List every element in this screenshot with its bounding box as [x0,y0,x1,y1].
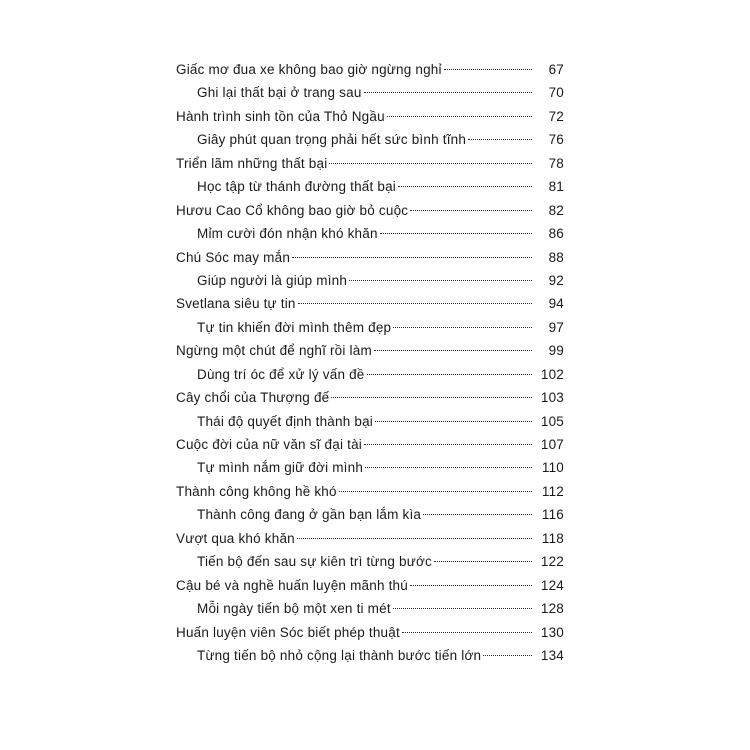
toc-entry-title: Vượt qua khó khăn [176,530,295,546]
toc-chapter-entry [0,199,750,222]
toc-entry-page-number: 103 [540,390,564,406]
toc-entry-title: Thành công không hề khó [176,483,337,499]
toc-chapter-entry [0,480,750,503]
toc-subsection-entry [0,363,750,386]
toc-entry-page-number: 107 [540,437,564,452]
toc-entry-page-number: 78 [548,155,564,171]
dot-leader [410,585,532,586]
toc-subsection-entry [0,550,750,573]
toc-subsection-entry [0,316,750,339]
toc-entry-title: Từng tiến bộ nhỏ cộng lại thành bước tiến lớn [197,647,482,663]
dot-leader [393,327,532,328]
toc-entry-page-number: 112 [541,483,564,499]
toc-subsection-entry [0,503,750,526]
toc-entry-title: Cậu bé và nghề huấn luyện mãnh thú [176,577,408,593]
toc-subsection-entry [0,410,750,433]
toc-entry-page-number: 97 [548,319,564,335]
toc-subsection-entry [0,597,750,620]
toc-entry-page-number: 102 [540,366,564,382]
dot-leader [298,303,532,304]
toc-entry-page-number: 122 [540,554,564,570]
toc-entry-title: Học tập từ thánh đường thất bại [197,179,396,195]
toc-entry-title: Giúp người là giúp mình [197,272,348,288]
toc-subsection-entry [0,175,750,198]
toc-entry-title: Giây phút quan trọng phải hết sức bình tĩnh [197,132,467,148]
toc-entry-page-number: 105 [540,413,564,429]
toc-entry-page-number: 82 [548,202,564,218]
dot-leader [364,444,532,445]
toc-entry-title: Triển lãm những thất bại [176,155,328,171]
toc-subsection-entry [0,456,750,479]
toc-entry-title: Cây chổi của Thượng đế [176,390,330,406]
dot-leader [367,374,532,375]
toc-chapter-entry [0,292,750,315]
dot-leader [297,538,532,539]
toc-entry-page-number: 118 [541,530,564,546]
dot-leader [364,92,532,93]
toc-chapter-entry [0,246,750,269]
toc-chapter-entry [0,574,750,597]
toc-entry-page-number: 99 [548,343,564,359]
toc-entry-page-number: 134 [540,647,564,663]
toc-chapter-entry [0,152,750,175]
toc-entry-title: Ngừng một chút để nghĩ rồi làm [176,343,372,359]
dot-leader [331,397,532,398]
dot-leader [468,139,532,140]
dot-leader [380,233,532,234]
toc-entry-page-number: 88 [548,249,564,265]
toc-entry-page-number: 116 [541,507,564,523]
toc-entry-title: Giấc mơ đua xe không bao giờ ngừng nghỉ [176,62,442,77]
dot-leader [329,163,532,164]
toc-entry-title: Mỉm cười đón nhận khó khăn [197,226,378,242]
toc-entry-title: Huấn luyện viên Sóc biết phép thuật [176,624,400,640]
toc-entry-title: Tự tin khiến đời mình thêm đẹp [197,319,392,335]
toc-entry-title: Dùng trí óc để xử lý vấn đề [197,366,365,382]
dot-leader [434,561,532,562]
toc-entry-page-number: 110 [541,460,564,476]
toc-chapter-entry [0,527,750,550]
dot-leader [410,210,532,211]
toc-chapter-entry [0,339,750,362]
dot-leader [375,421,532,422]
dot-leader [292,257,532,258]
dot-leader [444,69,532,70]
dot-leader [393,608,532,609]
toc-subsection-entry [0,128,750,151]
toc-entry-title: Hành trình sinh tồn của Thỏ Ngầu [176,108,385,124]
toc-entry-page-number: 76 [548,132,564,148]
toc-entry-title: Chú Sóc may mắn [176,249,291,265]
dot-leader [483,655,532,656]
toc-entry-page-number: 94 [548,296,564,312]
toc-entry-title: Mỗi ngày tiến bộ một xen ti mét [197,601,391,617]
toc-entry-page-number: 124 [540,577,564,593]
toc-chapter-entry [0,105,750,128]
toc-entry-title: Svetlana siêu tự tin [176,296,296,312]
toc-entry-title: Ghi lại thất bại ở trang sau [197,85,362,101]
table-of-contents [0,58,750,667]
toc-entry-page-number: 81 [548,179,564,195]
dot-leader [349,280,532,281]
toc-chapter-entry [0,58,750,81]
toc-entry-title: Thành công đang ở gần bạn lắm kìa [197,507,422,523]
dot-leader [402,632,532,633]
toc-entry-title: Thái độ quyết định thành bại [197,413,373,429]
toc-entry-page-number: 130 [540,624,564,640]
toc-entry-page-number: 92 [548,272,564,288]
toc-entry-title: Tự mình nắm giữ đời mình [197,460,364,476]
toc-chapter-entry [0,621,750,644]
toc-entry-page-number: 86 [548,226,564,242]
toc-entry-title: Tiến bộ đến sau sự kiên trì từng bước [197,554,432,570]
toc-entry-page-number: 128 [540,601,564,617]
toc-entry-title: Cuộc đời của nữ văn sĩ đại tài [176,437,362,452]
dot-leader [365,467,532,468]
toc-subsection-entry [0,81,750,104]
dot-leader [398,186,532,187]
dot-leader [374,350,532,351]
toc-entry-page-number: 70 [548,85,564,101]
toc-entry-page-number: 72 [548,108,564,124]
dot-leader [423,514,532,515]
dot-leader [387,116,532,117]
dot-leader [339,491,532,492]
toc-entry-title: Hươu Cao Cổ không bao giờ bỏ cuộc [176,202,409,218]
toc-subsection-entry [0,222,750,245]
toc-entry-page-number: 67 [548,62,564,77]
toc-chapter-entry [0,386,750,409]
toc-chapter-entry [0,433,750,456]
toc-subsection-entry [0,269,750,292]
toc-subsection-entry [0,644,750,667]
